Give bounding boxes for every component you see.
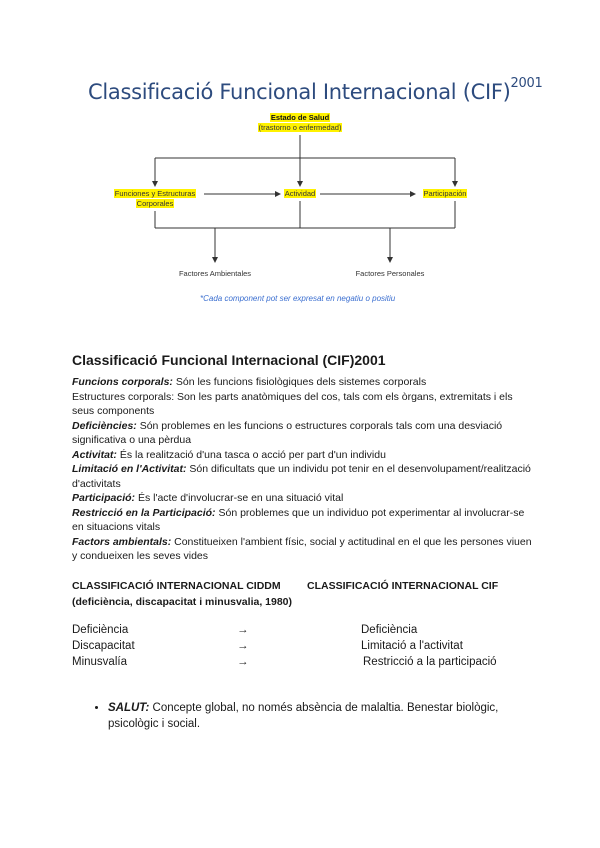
definition-activity: Activitat: És la realització d'una tasca o acció per part d'un individu <box>72 448 386 461</box>
comparison-row: Discapacitat → Limitació a l'activitat <box>72 640 463 652</box>
comparison-subheader: (deficiència, discapacitat i minusvalia, 1980) <box>72 596 293 608</box>
bullet-list <box>92 700 548 732</box>
definition-activity-limitation: Limitació en l'Activitat: Són dificultats que un individu pot tenir en el desenvolupament/realització d'activitats <box>72 463 531 490</box>
diagram-title: Classificació Funcional Internacional (CIF)$^{2001}$ <box>88 76 543 104</box>
comparison-row: Deficiència → Deficiència <box>72 624 418 636</box>
node-body-functions: Funciones y Estructuras Corporales <box>114 189 196 208</box>
definition-impairments: Deficiències: Són problemes en les funcions o estructures corporals tals com una desviació significativa o una pèrdua <box>72 419 503 446</box>
node-environmental-factors: Factores Ambientales <box>178 269 252 278</box>
comparison-header-ciddm: CLASSIFICACIÓ INTERNACIONAL CIDDM <box>72 580 281 592</box>
list-item-health: • SALUT: Concepte global, no només absència de malaltia. Benestar biològic, psicològic i social. <box>108 700 548 732</box>
definition-body-structures: Estructures corporals: Son les parts anatòmiques del cos, tals com els òrgans, extremitats i els seus components <box>72 390 513 417</box>
diagram-footnote: *Cada component pot ser expresat en negatiu o positiu <box>200 294 396 303</box>
right-arrow-icon: → <box>237 640 249 652</box>
definition-participation: Participació: És l'acte d'involucrar-se en una situació vital <box>72 492 344 504</box>
comparison-header-cif: CLASSIFICACIÓ INTERNACIONAL CIF <box>307 580 499 592</box>
definition-environmental-factors: Factors ambientals: Constitueixen l'ambient físic, social y actitudinal en el que les persones viuen y condueixen les seves vides <box>72 535 532 562</box>
diagram-title-superscript: 2001 <box>510 76 543 91</box>
comparison-row: Minusvalía → Restricció a la participació <box>72 656 497 668</box>
node-health-condition: Estado de Salud (trastorno o enfermedad) <box>258 113 342 132</box>
right-arrow-icon: → <box>237 624 249 636</box>
section-heading: Classificació Funcional Internacional (CIF)2001 <box>72 352 386 368</box>
node-personal-factors: Factores Personales <box>355 269 425 278</box>
definition-body-functions: Funcions corporals: Són les funcions fisiològiques dels sistemes corporals <box>72 376 427 388</box>
right-arrow-icon: → <box>237 656 249 668</box>
definition-participation-restriction: Restricció en la Participació: Són problemes que un individuo pot experimentar al involucrar-se en situacions vitals <box>72 506 525 533</box>
diagram-connectors <box>0 0 600 320</box>
definitions-block <box>72 375 532 564</box>
node-participation: Participación <box>423 189 467 198</box>
node-activity: Actividad <box>284 189 316 198</box>
